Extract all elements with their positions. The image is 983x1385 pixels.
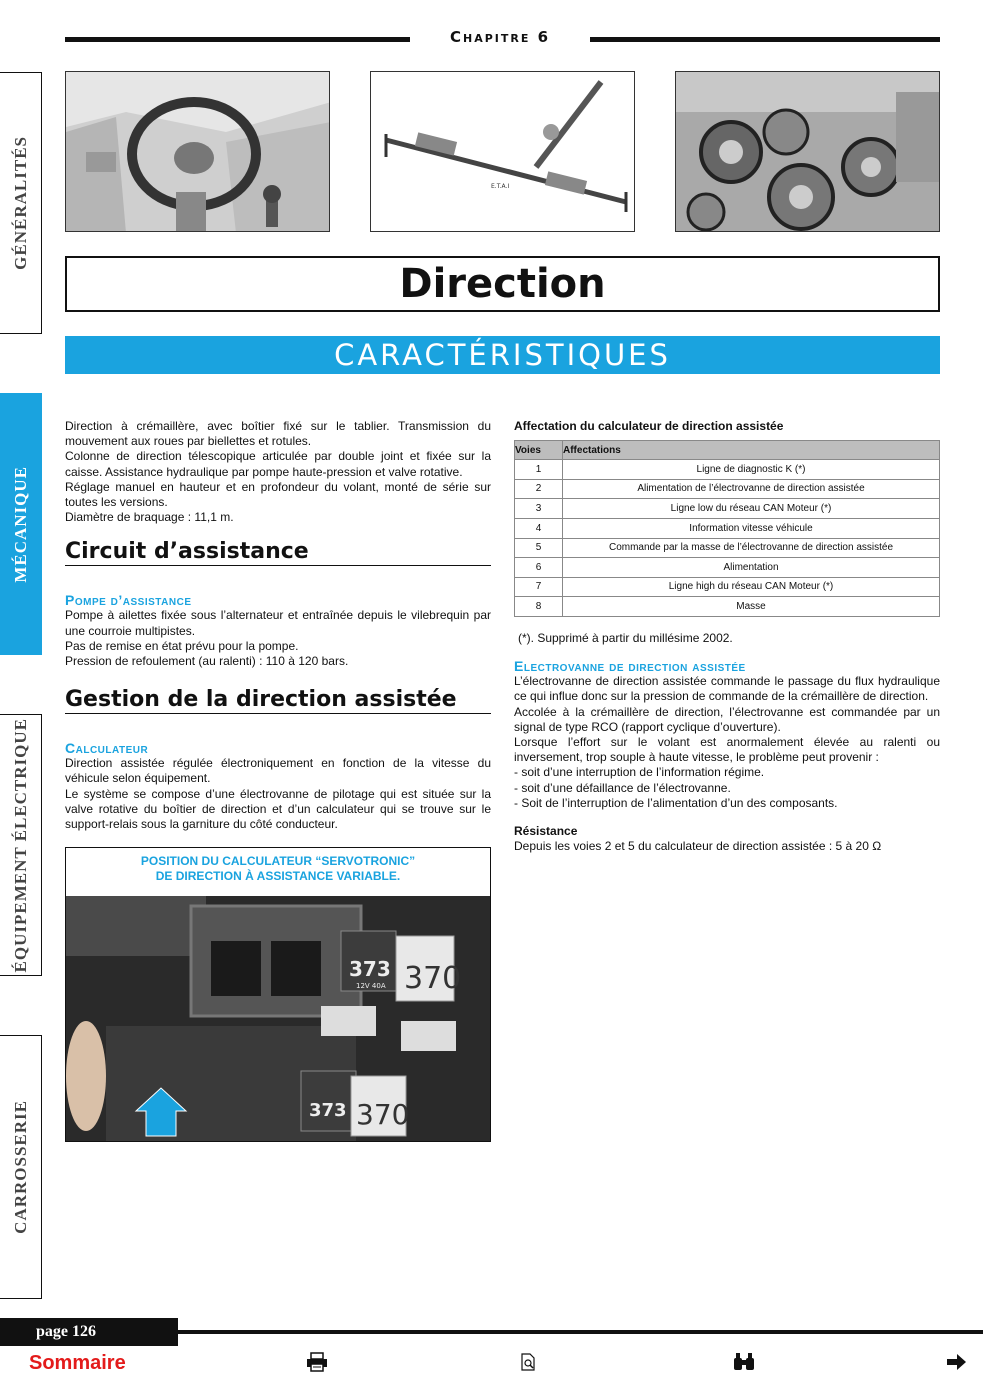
tab-label: CARROSSERIE xyxy=(10,1100,30,1234)
printer-icon[interactable] xyxy=(306,1352,328,1377)
dashboard-illustration xyxy=(65,71,330,232)
table-row xyxy=(515,558,940,578)
sommaire-link[interactable]: Sommaire xyxy=(29,1352,126,1374)
table-cell: Alimentation de l’électrovanne de direction assistée xyxy=(563,479,940,499)
table-cell: Ligne high du réseau CAN Moteur (*) xyxy=(563,577,940,597)
electro-paragraph: - Soit de l’interruption de l’alimentation d’un des composants. xyxy=(514,795,838,810)
intro-paragraph: Direction à crémaillère, avec boîtier fixé sur le tablier. Transmission du mouvement aux roues par biellettes et rotules. xyxy=(65,419,491,449)
table-cell: 2 xyxy=(515,479,563,499)
table-cell: Alimentation xyxy=(563,558,940,578)
chapter-title: Chapitre 6 xyxy=(449,28,551,46)
table-row xyxy=(515,518,940,538)
resistance-paragraph: Depuis les voies 2 et 5 du calculateur de direction assistée : 5 à 20 Ω xyxy=(514,839,882,854)
table-cell: Information vitesse véhicule xyxy=(563,518,940,538)
calc-paragraph: Le système se compose d’une électrovanne de pilotage qui est située sur la valve rotative du boîtier de direction et d’un calculateur qui se trouve sur le support-relais sous la garniture du côté conducteur. xyxy=(65,786,491,832)
steering-rack-illustration xyxy=(370,71,635,232)
table-note: (*). Supprimé à partir du millésime 2002. xyxy=(518,630,733,645)
electro-paragraph: Lorsque l’effort sur le volant est anormalement élevée au ralenti ou inversement, trop souple à haute vitesse, le problème peut provenir : xyxy=(514,734,940,765)
table-cell: Masse xyxy=(563,597,940,617)
page-title: Direction xyxy=(65,256,940,312)
section-banner: CARACTÉRISTIQUES xyxy=(65,336,940,374)
figure-caption-line: POSITION DU CALCULATEUR “SERVOTRONIC” xyxy=(140,854,416,868)
binoculars-icon[interactable] xyxy=(732,1352,756,1377)
table-header: Affectations xyxy=(563,441,940,460)
svg-text:E.T.A.I: E.T.A.I xyxy=(491,183,510,190)
table-cell: 4 xyxy=(515,518,563,538)
table-title: Affectation du calculateur de direction assistée xyxy=(514,419,784,433)
page-number: page 126 xyxy=(0,1318,178,1346)
electro-paragraph: Accolée à la crémaillère de direction, l’électrovanne est commandée par un signal de type RCO (rapport cyclique d’ouverture). xyxy=(514,704,940,734)
heading-pompe: Pompe d’assistance xyxy=(65,592,192,609)
intro-paragraph: Colonne de direction télescopique articulée par double joint et fixée sur la caisse. Assistance hydraulique par pompe haute-pression et valve rotative. xyxy=(65,449,491,479)
left-column xyxy=(65,419,491,832)
calculator-figure xyxy=(65,847,491,1142)
tab-equipement-electrique[interactable] xyxy=(0,714,42,976)
next-arrow-icon[interactable] xyxy=(946,1352,968,1377)
relay-label: 370 xyxy=(404,961,462,996)
table-cell: 1 xyxy=(515,460,563,480)
relay-rating: 12V 40A xyxy=(356,982,386,990)
table-row xyxy=(515,538,940,558)
table-row xyxy=(515,597,940,617)
table-cell: Commande par la masse de l’électrovanne de direction assistée xyxy=(563,538,940,558)
chapter-rule-right xyxy=(590,37,940,42)
affectation-table xyxy=(514,440,940,617)
tab-label: GÉNÉRALITÉS xyxy=(10,136,30,270)
table-row xyxy=(515,499,940,519)
tab-generalites[interactable] xyxy=(0,72,42,334)
table-cell: Ligne low du réseau CAN Moteur (*) xyxy=(563,499,940,519)
table-row xyxy=(515,460,940,480)
tab-label: ÉQUIPEMENT ÉLECTRIQUE xyxy=(10,717,30,973)
right-column xyxy=(514,419,940,854)
heading-calculateur: Calculateur xyxy=(65,740,149,757)
intro-paragraph: Diamètre de braquage : 11,1 m. xyxy=(65,510,234,525)
heading-gestion: Gestion de la direction assistée xyxy=(65,687,491,714)
tab-mecanique[interactable] xyxy=(0,393,42,655)
electro-paragraph: - soit d’une défaillance de l’électrovanne. xyxy=(514,780,731,795)
table-cell: Ligne de diagnostic K (*) xyxy=(563,460,940,480)
zoom-page-icon[interactable] xyxy=(520,1352,538,1377)
relay-label: 370 xyxy=(356,1098,410,1131)
relay-label: 373 xyxy=(309,1100,347,1121)
footer-rule xyxy=(178,1330,983,1334)
pompe-paragraph: Pas de remise en état prévu pour la pompe. xyxy=(65,638,299,653)
table-header: Voies xyxy=(515,441,563,460)
chapter-rule-left xyxy=(65,37,410,42)
figure-caption xyxy=(66,848,490,896)
table-cell: 6 xyxy=(515,558,563,578)
pompe-paragraph: Pompe à ailettes fixée sous l’alternateur et entraînée depuis le vilebrequin par une courroie multipistes. xyxy=(65,608,491,638)
table-cell: 7 xyxy=(515,577,563,597)
electro-paragraph: - soit d’une interruption de l’information régime. xyxy=(514,765,765,780)
figure-caption-line: DE DIRECTION À ASSISTANCE VARIABLE. xyxy=(155,869,401,883)
table-cell: 5 xyxy=(515,538,563,558)
heading-electrovanne: Electrovanne de direction assistée xyxy=(514,658,746,675)
tab-carrosserie[interactable] xyxy=(0,1035,42,1299)
engine-pulleys-illustration xyxy=(675,71,940,232)
table-cell: 3 xyxy=(515,499,563,519)
table-row xyxy=(515,479,940,499)
pompe-paragraph: Pression de refoulement (au ralenti) : 110 à 120 bars. xyxy=(65,654,349,669)
table-cell: 8 xyxy=(515,597,563,617)
relay-board-photo xyxy=(66,896,491,1142)
intro-paragraph: Réglage manuel en hauteur et en profondeur du volant, monté de série sur toutes les versions. xyxy=(65,479,491,510)
table-row xyxy=(515,577,940,597)
calc-paragraph: Direction assistée régulée électroniquement en fonction de la vitesse du véhicule selon équipement. xyxy=(65,756,491,786)
heading-resistance: Résistance xyxy=(514,823,578,838)
relay-label: 373 xyxy=(349,957,391,981)
tab-label: MÉCANIQUE xyxy=(10,465,30,583)
electro-paragraph: L’électrovanne de direction assistée commande le passage du flux hydraulique ce qui influe donc sur la pression de commande de la crémaillère de direction. xyxy=(514,674,940,704)
heading-circuit: Circuit d’assistance xyxy=(65,539,491,566)
